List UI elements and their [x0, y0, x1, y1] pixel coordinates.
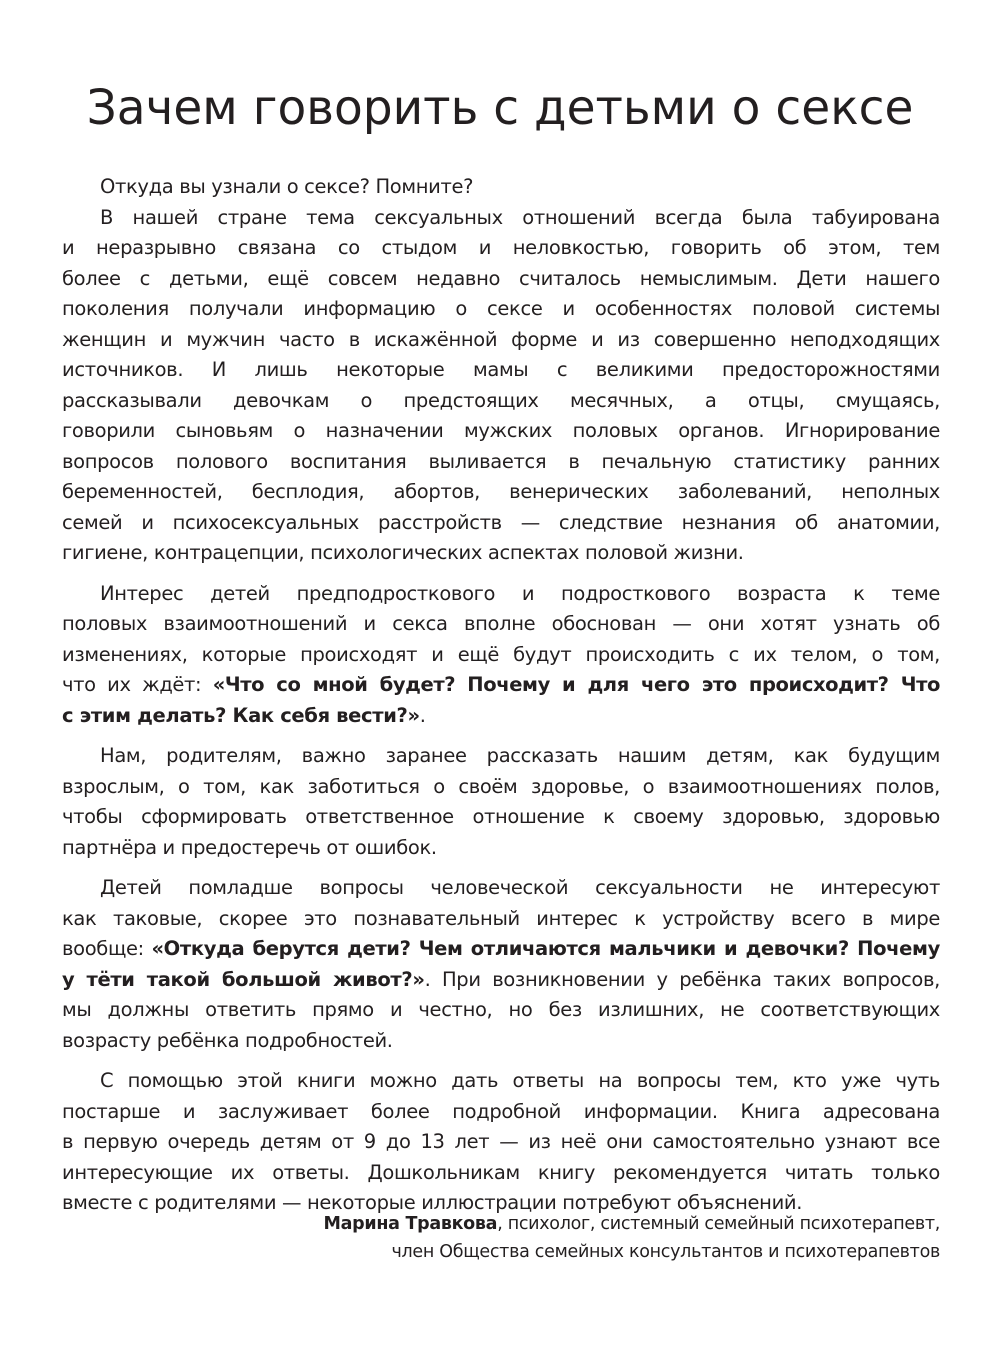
- text-line: мы должны ответить прямо и честно, но без излишних, не соответствующих: [62, 998, 940, 1021]
- text-line: [62, 934, 940, 965]
- text-line: возрасту ребёнка подробностей.: [62, 1028, 393, 1052]
- text-line: гигиене, контрацепции, психологических аспектах половой жизни.: [62, 541, 744, 564]
- article-body: [62, 172, 940, 1229]
- quote-bold: с этим делать? Как себя вести?»: [62, 703, 420, 727]
- text-plain: . При возникновении у ребёнка таких вопросов,: [424, 967, 940, 991]
- text-line: женщин и мужчин часто в искажённой форме и из совершенно неподходящих: [62, 327, 940, 351]
- text-line: половых взаимоотношений и секса вполне обоснован — они хотят узнать об: [62, 612, 940, 635]
- text-line: В нашей стране тема сексуальных отношений всегда была табуирована: [100, 205, 940, 229]
- author-name: Марина Травкова: [323, 1214, 498, 1234]
- text-line: говорили сыновьям о назначении мужских половых органов. Игнорирование: [62, 419, 940, 442]
- text-line: в первую очередь детям от 9 до 13 лет — из неё они самостоятельно узнают все: [62, 1130, 940, 1153]
- text-line: интересующие их ответы. Дошкольникам книгу рекомендуется читать только: [62, 1160, 940, 1184]
- paragraph-parents: [62, 741, 940, 863]
- text-line: вопросов полового воспитания выливается в печальную статистику ранних: [62, 449, 940, 473]
- text-line: более с детьми, ещё совсем недавно считалось немыслимым. Дети нашего: [62, 266, 940, 290]
- paragraph-taboo: [62, 203, 940, 569]
- text-line: Нам, родителям, важно заранее рассказать нашим детям, как будущим: [100, 744, 940, 767]
- paragraph-intro-question: [62, 172, 940, 203]
- paragraph-book-purpose: [62, 1066, 940, 1219]
- quote-bold: у тёти такой большой живот?»: [62, 967, 425, 991]
- author-role: , психолог, системный семейный психотерапевт,: [497, 1214, 940, 1234]
- text-line: взрослым, о том, как заботиться о своём здоровье, о взаимоотношениях полов,: [62, 774, 940, 798]
- text-plain: .: [419, 703, 426, 727]
- text-line: [62, 965, 940, 996]
- text-line: постарше и заслуживает более подробной информации. Книга адресована: [62, 1099, 940, 1123]
- signature-line-2: член Общества семейных консультантов и психотерапевтов: [391, 1242, 940, 1262]
- quote-bold: «Откуда берутся дети? Чем отличаются мальчики и девочки? Почему: [151, 937, 940, 960]
- text-line: семей и психосексуальных расстройств — следствие незнания об анатомии,: [62, 510, 940, 534]
- page-title: Зачем говорить с детьми о сексе: [86, 80, 914, 136]
- text-line: изменениях, которые происходят и ещё будут происходить с их телом, о том,: [62, 642, 940, 666]
- text-line: и неразрывно связана со стыдом и неловкостью, говорить об этом, тем: [62, 236, 940, 259]
- text-line: [62, 670, 940, 701]
- text-line: рассказывали девочкам о предстоящих месячных, а отцы, смущаясь,: [62, 388, 940, 412]
- quote-bold: «Что со мной будет? Почему и для чего это происходит? Что: [212, 673, 940, 696]
- text-line: вместе с родителями — некоторые иллюстрации потребуют объяснений.: [62, 1191, 803, 1214]
- text-line: С помощью этой книги можно дать ответы на вопросы тем, кто уже чуть: [100, 1069, 940, 1092]
- text-line: источников. И лишь некоторые мамы с великими предосторожностями: [62, 358, 940, 381]
- text-line: как таковые, скорее это познавательный интерес к устройству всего в мире: [62, 906, 940, 930]
- text-line: беременностей, бесплодия, абортов, венерических заболеваний, неполных: [62, 480, 940, 503]
- paragraph-younger-children: [62, 873, 940, 1056]
- text-line: партнёра и предостеречь от ошибок.: [62, 835, 437, 859]
- text-line: Детей помладше вопросы человеческой сексуальности не интересуют: [100, 876, 940, 899]
- text-plain: вообще:: [62, 937, 152, 960]
- paragraph-teen-interest: [62, 579, 940, 732]
- signature-line-1: [324, 1210, 940, 1238]
- author-signature: [324, 1210, 940, 1266]
- text-plain: что их ждёт:: [62, 673, 213, 696]
- text-line: Интерес детей предподросткового и подросткового возраста к теме: [100, 581, 940, 605]
- text-line: Откуда вы узнали о сексе? Помните?: [100, 175, 474, 198]
- text-line: чтобы сформировать ответственное отношение к своему здоровью, здоровью: [62, 805, 940, 828]
- text-line: поколения получали информацию о сексе и особенностях половой системы: [62, 297, 940, 320]
- text-line: [62, 701, 940, 732]
